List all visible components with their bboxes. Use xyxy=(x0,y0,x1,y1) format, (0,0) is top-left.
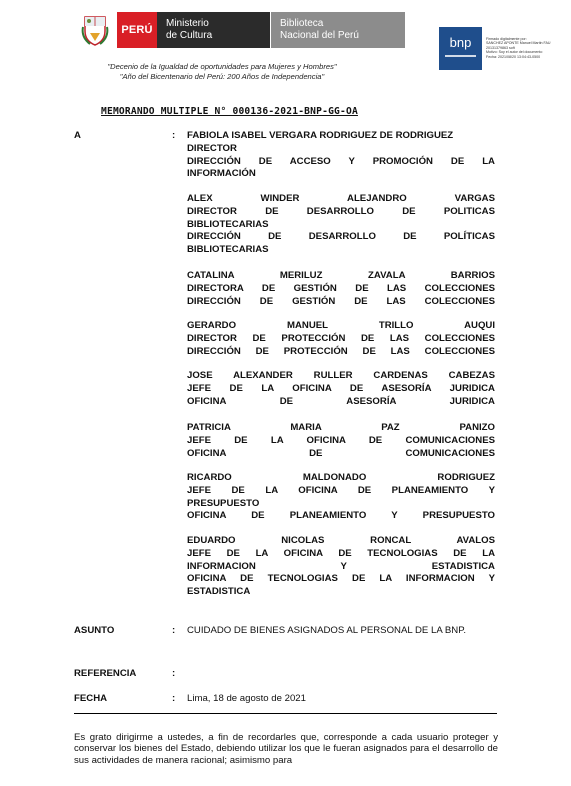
recipient-line: DIRECTOR xyxy=(187,142,237,154)
institution-logo-bar xyxy=(73,12,405,48)
recipient-8 xyxy=(187,535,495,599)
biblioteca-brand-box xyxy=(270,12,405,48)
recipient-line: PRESUPUESTO xyxy=(187,497,260,509)
recipient-6 xyxy=(187,422,495,460)
signature-line-1: Firmado digitalmente por: xyxy=(486,37,527,41)
biblioteca-line-1: Biblioteca xyxy=(280,18,324,29)
peru-brand-box xyxy=(117,12,157,48)
recipient-line: DIRECTORA DE GESTIÓN DE LAS COLECCIONES xyxy=(187,282,495,294)
recipient-line: INFORMACION Y ESTADISTICA xyxy=(187,560,495,572)
ministerio-line-1: Ministerio xyxy=(166,18,209,29)
recipient-line: DIRECTOR DE PROTECCIÓN DE LAS COLECCIONES xyxy=(187,332,495,344)
recipient-2 xyxy=(187,193,495,257)
recipient-line: ALEX WINDER ALEJANDRO VARGAS xyxy=(187,193,495,204)
recipient-line: ESTADISTICA xyxy=(187,586,251,598)
recipient-line: JEFE DE LA OFICINA DE PLANEAMIENTO Y xyxy=(187,484,495,496)
ministerio-brand-box xyxy=(157,12,270,48)
recipient-line: DIRECCIÓN DE DESARROLLO DE POLÍTICAS xyxy=(187,231,495,243)
label-asunto: ASUNTO xyxy=(74,625,115,636)
recipient-1 xyxy=(187,130,495,181)
signature-line-5: Fecha: 2021/08/20 13:04:43-0500 xyxy=(486,54,541,59)
recipient-line: EDUARDO NICOLAS RONCAL AVALOS xyxy=(187,535,495,546)
bnp-logo-text: bnp xyxy=(449,35,472,50)
recipient-line: RICARDO MALDONADO RODRIGUEZ xyxy=(187,472,495,483)
recipient-line: OFICINA DE ASESORÍA JURIDICA xyxy=(187,395,495,407)
recipient-line: INFORMACIÓN xyxy=(187,168,256,180)
biblioteca-line-2: Nacional del Perú xyxy=(280,30,359,41)
label-fecha: FECHA xyxy=(74,693,108,704)
asunto-value: CUIDADO DE BIENES ASIGNADOS AL PERSONAL DE LA BNP. xyxy=(187,625,467,636)
recipient-line: JEFE DE LA OFICINA DE ASESORÍA JURIDICA xyxy=(187,382,495,394)
recipient-line: DIRECTOR DE DESARROLLO DE POLITICAS xyxy=(187,205,495,217)
recipient-line: FABIOLA ISABEL VERGARA RODRIGUEZ DE RODRIGUEZ xyxy=(187,130,454,141)
recipient-4 xyxy=(187,320,495,358)
memo-title: MEMORANDO MULTIPLE N° 000136-2021-BNP-GG-OA xyxy=(101,106,358,117)
recipient-line: CATALINA MERILUZ ZAVALA BARRIOS xyxy=(187,270,495,281)
recipient-line: DIRECCIÓN DE ACCESO Y PROMOCIÓN DE LA xyxy=(187,155,495,167)
recipient-line: DIRECCIÓN DE PROTECCIÓN DE LAS COLECCIONES xyxy=(187,345,495,357)
digital-signature-stamp xyxy=(486,37,566,59)
peru-label: PERÚ xyxy=(121,24,153,36)
colon-a: : xyxy=(172,130,176,141)
recipient-line: BIBLIOTECARIAS xyxy=(187,244,269,256)
recipient-line: GERARDO MANUEL TRILLO AUQUI xyxy=(187,320,495,331)
recipient-line: PATRICIA MARIA PAZ PANIZO xyxy=(187,422,495,433)
recipient-line: BIBLIOTECARIAS xyxy=(187,218,269,230)
memo-body-paragraph: Es grato dirigirme a ustedes, a fin de recordarles que, corresponde a cada usuario proteger y conservar los bienes del Estado, debiendo utilizar los que le fueran asignados para el desarrollo de sus actividades de manera racional; asimismo para xyxy=(74,732,498,766)
recipient-line: OFICINA DE TECNOLOGIAS DE LA INFORMACION Y xyxy=(187,573,495,585)
ministerio-line-2: de Cultura xyxy=(166,30,213,41)
colon-referencia: : xyxy=(172,668,176,679)
recipient-line: JEFE DE LA OFICINA DE TECNOLOGIAS DE LA xyxy=(187,547,495,559)
colon-fecha: : xyxy=(172,693,176,704)
recipient-line: JOSE ALEXANDER RULLER CARDENAS CABEZAS xyxy=(187,370,495,381)
colon-asunto: : xyxy=(172,625,176,636)
recipient-line: OFICINA DE COMUNICACIONES xyxy=(187,447,495,459)
signature-line-2: SANCHEZ APONTE Manuel Martin FAU xyxy=(486,41,551,46)
anio-motto: "Año del Bicentenario del Perú: 200 Años de Independencia" xyxy=(119,72,325,81)
fecha-value: Lima, 18 de agosto de 2021 xyxy=(187,693,306,704)
recipient-3 xyxy=(187,270,495,308)
recipient-line: DIRECCIÓN DE GESTIÓN DE LAS COLECCIONES xyxy=(187,295,495,307)
bnp-logo-icon xyxy=(439,27,482,70)
signature-line-3: 20131379863 soft xyxy=(486,45,515,50)
recipient-5 xyxy=(187,370,495,408)
signature-line-4: Motivo: Soy el autor del documento xyxy=(486,50,543,55)
decenio-motto: "Decenio de la Igualdad de oportunidades para Mujeres y Hombres" xyxy=(107,62,337,71)
label-a: A xyxy=(74,130,81,141)
recipient-line: JEFE DE LA OFICINA DE COMUNICACIONES xyxy=(187,434,495,446)
header-divider xyxy=(74,713,497,714)
recipient-line: OFICINA DE PLANEAMIENTO Y PRESUPUESTO xyxy=(187,510,495,522)
label-referencia: REFERENCIA xyxy=(74,668,137,679)
recipient-7 xyxy=(187,472,495,523)
peru-coat-of-arms-icon xyxy=(73,12,117,48)
